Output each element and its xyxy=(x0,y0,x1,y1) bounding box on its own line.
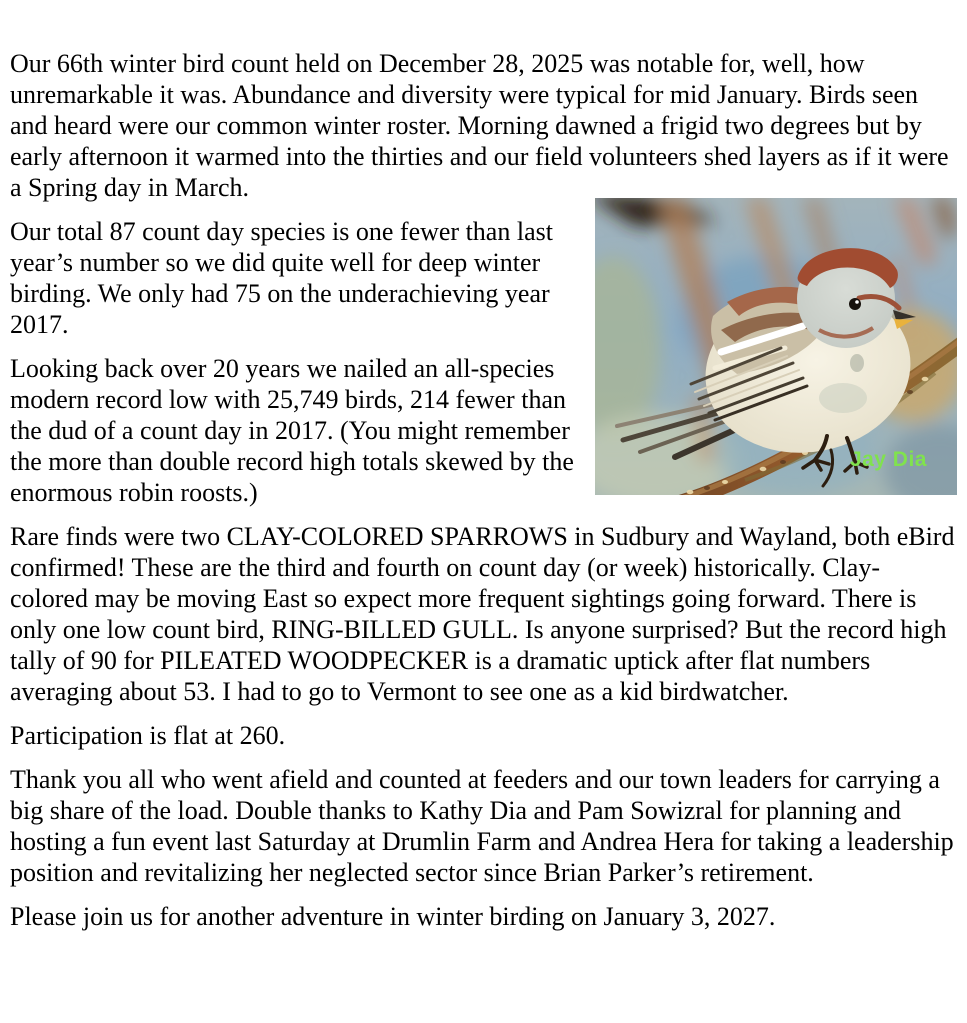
paragraph-thanks: Thank you all who went afield and counted at feeders and our town leaders for carrying a big share of the load. Double thanks to Kathy Dia and Pam Sowizral for planning and hosting a fun event last Saturday at Drumlin Farm and Andrea Hera for taking a leadership position and revitalizing her neglected sector since Brian Parker’s retirement. xyxy=(10,765,954,887)
paragraph-rare-finds: Rare finds were two CLAY-COLORED SPARROWS in Sudbury and Wayland, both eBird confirmed! These are the third and fourth on count day (or week) historically. Clay-colored may be moving East so expect more frequent sightings going forward. There is only one low count bird, RING-BILLED GULL. Is anyone surprised? But the record high tally of 90 for PILEATED WOODPECKER is a dramatic uptick after flat numbers averaging about 53. I had to go to Vermont to see one as a kid birdwatcher. xyxy=(10,522,955,706)
photo-credit: Jay Dia xyxy=(849,448,927,471)
bird-eye xyxy=(849,298,861,310)
paragraph-participation: Participation is flat at 260. xyxy=(10,721,286,750)
paragraph-intro: Our 66th winter bird count held on December 28, 2025 was notable for, well, how unremarkable it was. Abundance and diversity were typical for mid January. Birds seen and heard were our common winter roster. Morning dawned a frigid two degrees but by early afternoon it warmed into the thirties and our field volunteers shed layers as if it were a Spring day in March. xyxy=(10,49,949,202)
paragraph-record-low: Looking back over 20 years we nailed an all-species modern record low with 25,749 birds, 214 fewer than the dud of a count day in 2017. (You might remember the more than double record high totals skewed by the enormous robin roosts.) xyxy=(10,354,574,507)
sparrow-photo xyxy=(595,198,957,495)
paragraph-closing: Please join us for another adventure in winter birding on January 3, 2027. xyxy=(10,902,776,931)
photo-wrap-section xyxy=(10,216,957,508)
paragraph-species-total: Our total 87 count day species is one fewer than last year’s number so we did quite well for deep winter birding. We only had 75 on the underachieving year 2017. xyxy=(10,217,553,339)
